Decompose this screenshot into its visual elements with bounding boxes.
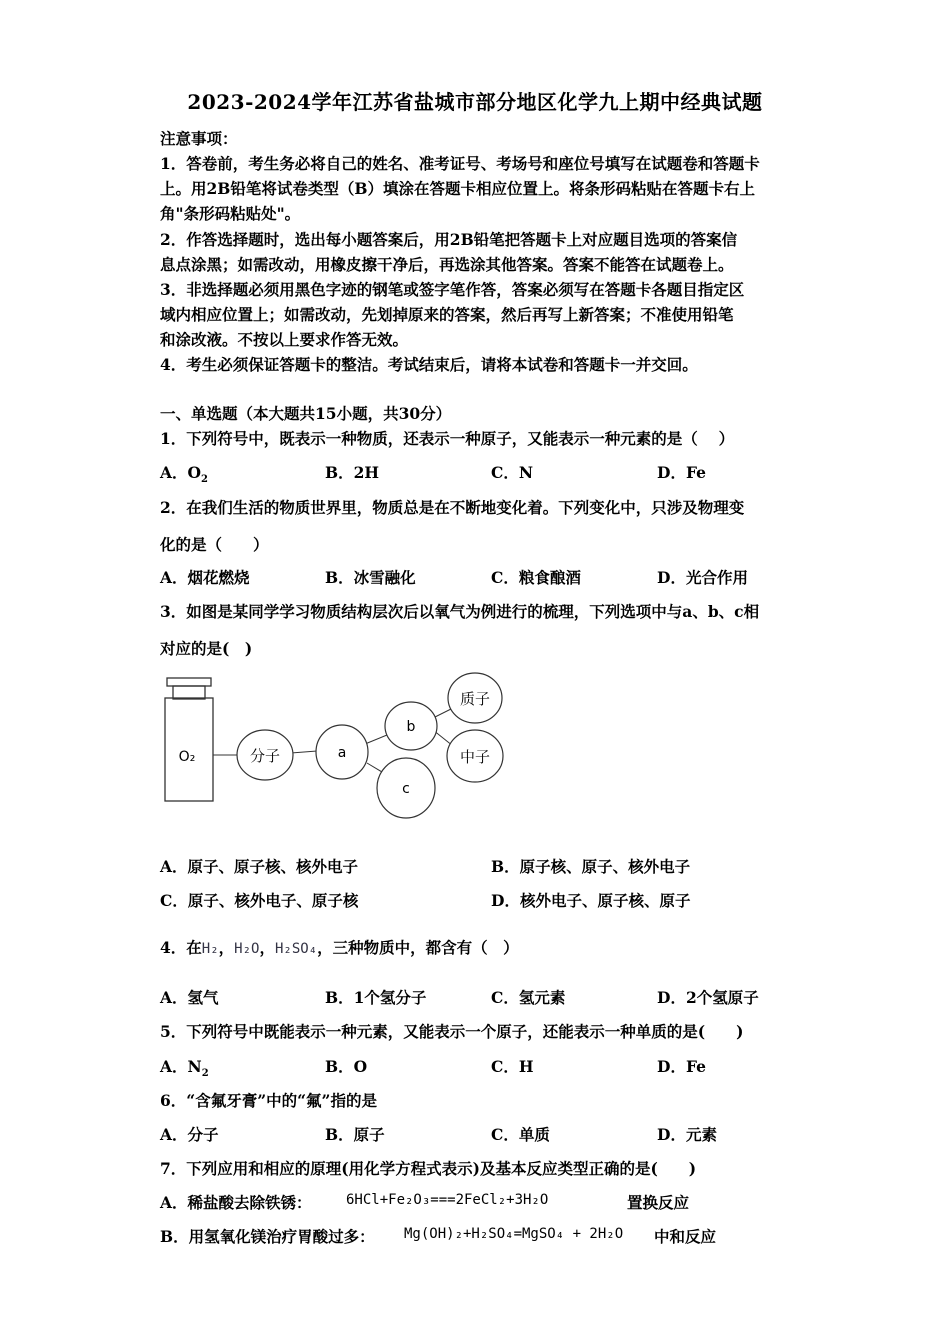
notes-line: 2．作答选择题时，选出每小题答案后，用2B铅笔把答题卡上对应题目选项的答案信 [160,230,738,249]
notes-line: 上。用2B铅笔将试卷类型（B）填涂在答题卡相应位置上。将条形码粘贴在答题卡右上 [160,179,755,198]
q6-option-b: B．原子 [325,1125,385,1144]
q7-option-a-label: A．稀盐酸去除铁锈： [160,1193,312,1212]
question-4-stem: 4．在H₂，H₂O，H₂SO₄，三种物质中，都含有（ ） [160,938,519,957]
notes-line: 1．答卷前，考生务必将自己的姓名、准考证号、考场号和座位号填写在试题卷和答题卡 [160,154,760,173]
molecule-label: 分子 [249,747,281,765]
q3-option-d: D．核外电子、原子核、原子 [491,891,691,910]
structure-diagram [155,668,515,838]
q1-option-b: B．2H [325,463,380,482]
q7-option-a-equation: 6HCl+Fe₂O₃===2FeCl₂+3H₂O [346,1192,549,1208]
reagent-bottle-icon [165,678,213,801]
page-title: 2023-2024学年江苏省盐城市部分地区化学九上期中经典试题 [187,90,763,114]
q4-option-d: D．2个氢原子 [657,988,759,1007]
proton-label: 质子 [459,690,491,708]
q2-option-c: C．粮食酿酒 [491,568,581,587]
label-a: a [337,745,347,761]
question-3-stem: 3．如图是某同学学习物质结构层次后以氧气为例进行的梳理，下列选项中与a、b、c相 [160,602,760,621]
q7-option-b-label: B．用氢氧化镁治疗胃酸过多： [160,1227,375,1246]
q2-option-b: B．冰雪融化 [325,568,416,587]
question-5-stem: 5．下列符号中既能表示一种元素，又能表示一个原子，还能表示一种单质的是( ) [160,1022,744,1041]
q3-option-b: B．原子核、原子、核外电子 [491,857,691,876]
neutron-label: 中子 [459,748,491,766]
q4-option-b: B．1个氢分子 [325,988,427,1007]
q4-option-a: A．氢气 [160,988,219,1007]
notes-line: 息点涂黑；如需改动，用橡皮擦干净后，再选涂其他答案。答案不能答在试题卷上。 [160,255,734,274]
notes-line: 和涂改液。不按以上要求作答无效。 [160,330,409,349]
q2-option-d: D．光合作用 [657,568,748,587]
q6-option-d: D．元素 [657,1125,717,1144]
q6-option-c: C．单质 [491,1125,550,1144]
q3-option-c: C．原子、核外电子、原子核 [160,891,359,910]
notes-heading: 注意事项： [160,129,238,148]
q7-option-b-type: 中和反应 [654,1227,717,1246]
q5-option-b: B．O [325,1057,368,1076]
q1-option-d: D．Fe [657,463,706,482]
label-c: c [402,781,410,797]
q4-option-c: C．氢元素 [491,988,566,1007]
question-2-stem: 2．在我们生活的物质世界里，物质总是在不断地变化着。下列变化中，只涉及物理变 [160,498,745,517]
q5-option-d: D．Fe [657,1057,706,1076]
q1-option-a: A．$O_2$ [160,463,208,486]
q5-option-a: A．$N_2$ [160,1057,209,1080]
question-1-stem: 1．下列符号中，既表示一种物质，还表示一种原子，又能表示一种元素的是（ ） [160,429,735,448]
q5-option-c: C．H [491,1057,534,1076]
question-3-stem-cont: 对应的是( ) [160,639,253,658]
label-b: b [406,719,416,735]
question-2-stem-cont: 化的是（ ） [160,535,269,554]
notes-line: 4．考生必须保证答题卡的整洁。考试结束后，请将本试卷和答题卡一并交回。 [160,355,698,374]
question-7-stem: 7．下列应用和相应的原理(用化学方程式表示)及基本反应类型正确的是( ) [160,1159,697,1178]
q7-option-b-equation: Mg(OH)₂+H₂SO₄=MgSO₄ + 2H₂O [404,1226,624,1242]
section-heading: 一、单选题（本大题共15小题，共30分） [160,404,452,423]
q7-option-a-type: 置换反应 [627,1193,690,1212]
q6-option-a: A．分子 [160,1125,219,1144]
q2-option-a: A．烟花燃烧 [160,568,250,587]
question-6-stem: 6．“含氟牙膏”中的“氟”指的是 [160,1091,377,1110]
q1-option-c: C．N [491,463,534,482]
notes-line: 角"条形码粘贴处"。 [160,204,301,223]
q3-option-a: A．原子、原子核、核外电子 [160,857,359,876]
notes-line: 域内相应位置上；如需改动，先划掉原来的答案，然后再写上新答案；不准使用铅笔 [160,305,734,324]
notes-line: 3．非选择题必须用黑色字迹的钢笔或签字笔作答，答案必须写在答题卡各题目指定区 [160,280,745,299]
bottle-label: O₂ [178,749,196,765]
